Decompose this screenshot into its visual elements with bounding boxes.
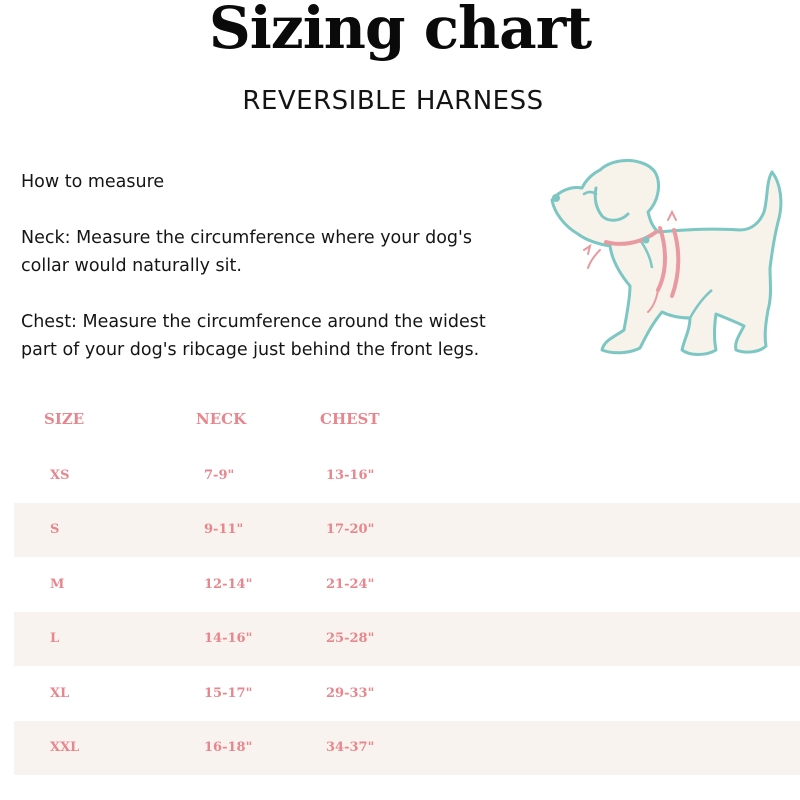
chest-cell: 17-20"	[326, 522, 375, 538]
chest-cell: 25-28"	[326, 631, 375, 647]
table-header-row	[14, 390, 800, 448]
neck-cell: 14-16"	[204, 631, 253, 647]
neck-cell: 7-9"	[204, 467, 235, 483]
neck-cell: 12-14"	[204, 576, 253, 592]
size-cell: S	[50, 522, 60, 538]
size-cell: XL	[50, 685, 70, 701]
dog-outline-with-harness-icon	[540, 150, 790, 365]
chest-cell: 21-24"	[326, 576, 375, 592]
chest-cell: 29-33"	[326, 685, 375, 701]
size-cell: XXL	[50, 740, 80, 756]
size-cell: XS	[50, 467, 70, 483]
chest-cell: 13-16"	[326, 467, 375, 483]
size-table	[14, 390, 800, 775]
table-row	[14, 557, 800, 612]
size-cell: M	[50, 576, 65, 592]
chest-cell: 34-37"	[326, 740, 375, 756]
how-to-measure-heading: How to measure	[21, 172, 165, 192]
table-row	[14, 721, 800, 776]
table-row	[14, 448, 800, 503]
size-cell: L	[50, 631, 60, 647]
how-to-measure-section	[21, 168, 521, 364]
neck-cell: 16-18"	[204, 740, 253, 756]
chest-column-header: CHEST	[320, 410, 380, 428]
table-row	[14, 612, 800, 667]
page-title: Sizing chart	[208, 0, 592, 62]
product-subtitle: REVERSIBLE HARNESS	[242, 86, 544, 116]
neck-cell: 15-17"	[204, 685, 253, 701]
size-column-header: SIZE	[44, 410, 85, 428]
neck-cell: 9-11"	[204, 522, 244, 538]
neck-column-header: NECK	[196, 410, 247, 428]
table-row	[14, 666, 800, 721]
chest-instructions: Chest: Measure the circumference around the widest part of your dog's ribcage just behind the front legs.	[21, 312, 486, 360]
neck-instructions: Neck: Measure the circumference where your dog's collar would naturally sit.	[21, 228, 472, 276]
table-row	[14, 503, 800, 558]
